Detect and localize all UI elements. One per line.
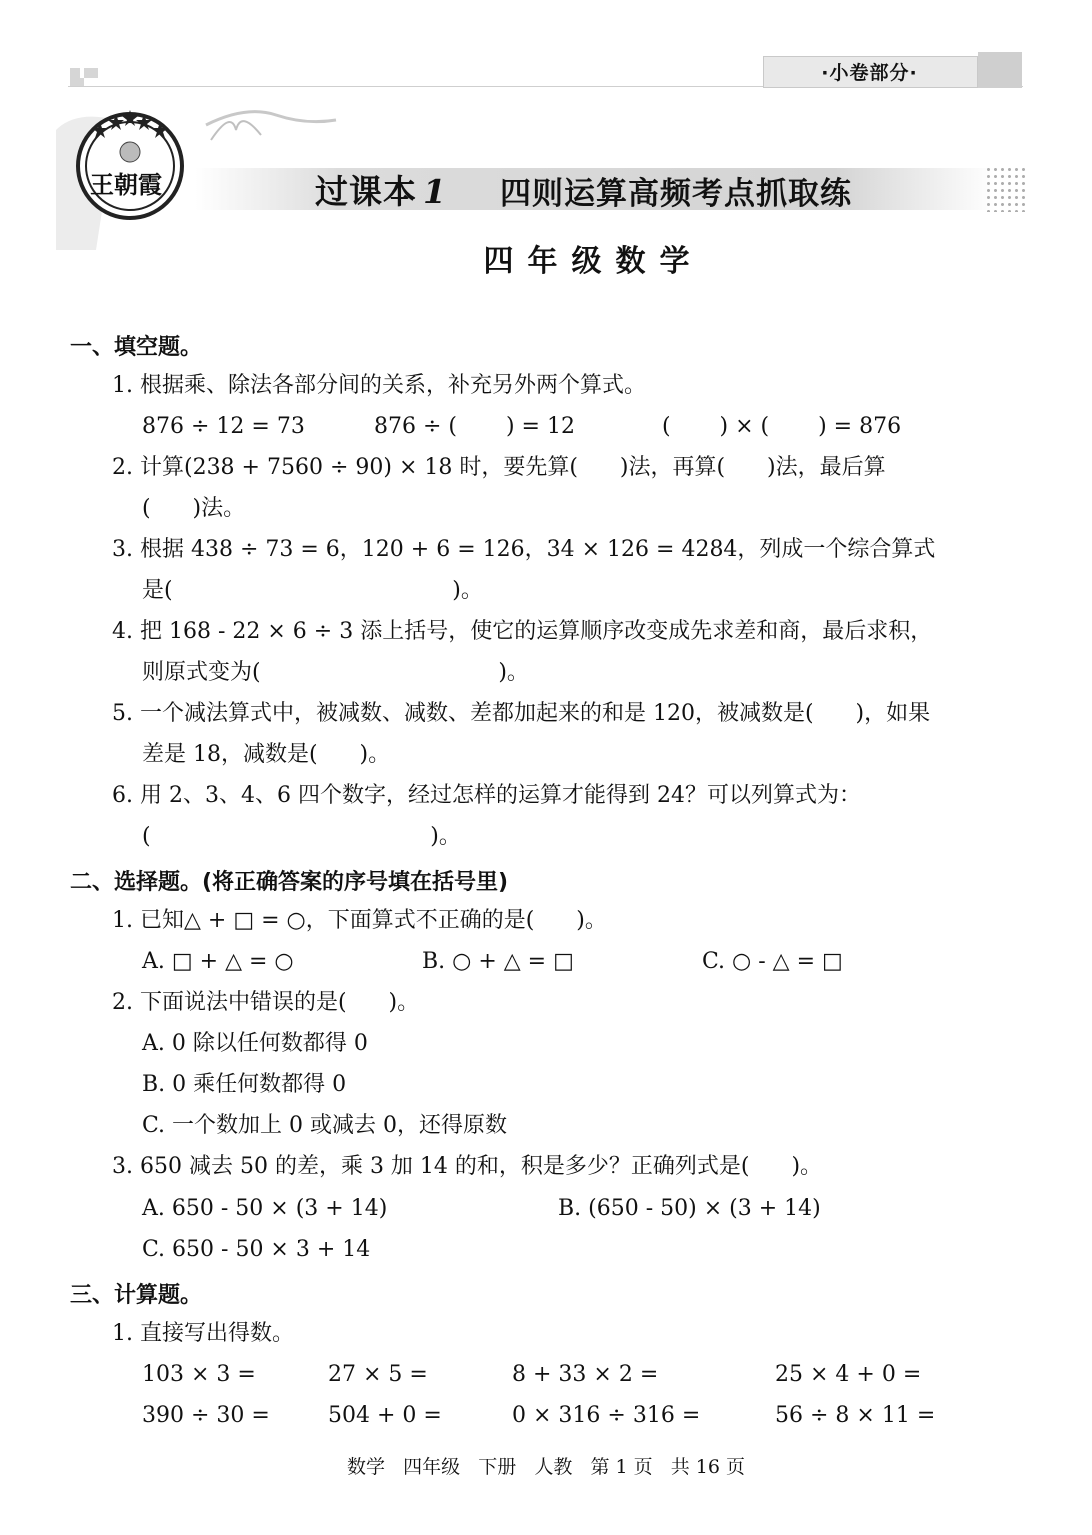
section-heading-calculation: 三、计算题。 — [70, 1283, 203, 1308]
question-text: 1. 根据乘、除法各部分间的关系，补充另外两个算式。 — [112, 373, 646, 398]
choice-option: B. (650 - 50) × (3 + 14) — [558, 1196, 821, 1221]
question-text: ( )法。 — [142, 496, 246, 521]
question-text: 是( )。 — [142, 578, 483, 603]
question-equation: ( ) × ( ) = 876 — [662, 414, 902, 439]
question-equation: 876 ÷ ( ) = 12 — [374, 414, 575, 439]
header-decor-square — [70, 68, 80, 78]
calc-item: 56 ÷ 8 × 11 = — [775, 1403, 936, 1428]
section-heading-fill-blank: 一、填空题。 — [70, 335, 203, 360]
question-text: 则原式变为( )。 — [142, 660, 529, 685]
section-heading-multiple-choice: 二、选择题。(将正确答案的序号填在括号里) — [70, 870, 509, 895]
lesson-subtitle: 四则运算高频考点抓取练 — [500, 176, 852, 212]
header-decor-square — [84, 68, 98, 78]
calc-item: 390 ÷ 30 = — [142, 1403, 270, 1428]
lesson-label: 过课本 — [315, 172, 417, 211]
header-tag-block — [978, 52, 1022, 88]
question-text: 3. 根据 438 ÷ 73 = 6，120 + 6 = 126，34 × 126 = 4284，列成一个综合算式 — [112, 537, 936, 562]
lesson-number: 1 — [423, 172, 447, 211]
choice-option: A. 0 除以任何数都得 0 — [142, 1031, 368, 1056]
choice-option: C. 一个数加上 0 或减去 0，还得原数 — [142, 1113, 508, 1138]
page-footer: 数学 四年级 下册 人教 第 1 页 共 16 页 — [346, 1456, 746, 1478]
calc-item: 504 + 0 = — [328, 1403, 442, 1428]
question-text: 4. 把 168 - 22 × 6 ÷ 3 添上括号，使它的运算顺序改变成先求差和商，最后求积， — [112, 619, 933, 644]
question-text: 2. 计算(238 + 7560 ÷ 90) × 18 时，要先算( )法，再算( )法，最后算 — [112, 455, 886, 480]
header-tag: ·小卷部分· — [821, 62, 918, 84]
choice-option: A. □ + △ = ○ — [142, 949, 294, 974]
question-equation: 876 ÷ 12 = 73 — [142, 414, 305, 439]
choice-option: A. 650 - 50 × (3 + 14) — [142, 1196, 388, 1221]
question-text: ( )。 — [142, 824, 461, 849]
title-banner-dots — [985, 166, 1025, 212]
choice-option: C. ○ - △ = □ — [702, 949, 843, 974]
choice-option: C. 650 - 50 × 3 + 14 — [142, 1237, 371, 1262]
lesson-title — [315, 166, 447, 213]
grade-title: 四年级数学 — [483, 244, 704, 279]
question-text: 1. 直接写出得数。 — [112, 1321, 294, 1346]
choice-option: B. ○ + △ = □ — [422, 949, 574, 974]
question-text: 差是 18，减数是( )。 — [142, 742, 391, 767]
question-text: 5. 一个减法算式中，被减数、减数、差都加起来的和是 120，被减数是( )，如果 — [112, 701, 931, 726]
choice-option: B. 0 乘任何数都得 0 — [142, 1072, 347, 1097]
calc-item: 25 × 4 + 0 = — [775, 1362, 922, 1387]
calc-item: 103 × 3 = — [142, 1362, 256, 1387]
calc-item: 27 × 5 = — [328, 1362, 428, 1387]
calc-item: 0 × 316 ÷ 316 = — [512, 1403, 701, 1428]
header-decor-square — [70, 78, 84, 86]
question-text: 3. 650 减去 50 的差，乘 3 加 14 的和，积是多少？正确列式是( )。 — [112, 1154, 823, 1179]
calc-item: 8 + 33 × 2 = — [512, 1362, 659, 1387]
question-text: 1. 已知△ + □ = ○，下面算式不正确的是( )。 — [112, 908, 607, 933]
logo-text: 王朝霞 — [90, 170, 162, 199]
question-text: 2. 下面说法中错误的是( )。 — [112, 990, 420, 1015]
question-text: 6. 用 2、3、4、6 四个数字，经过怎样的运算才能得到 24？可以列算式为： — [112, 783, 861, 808]
